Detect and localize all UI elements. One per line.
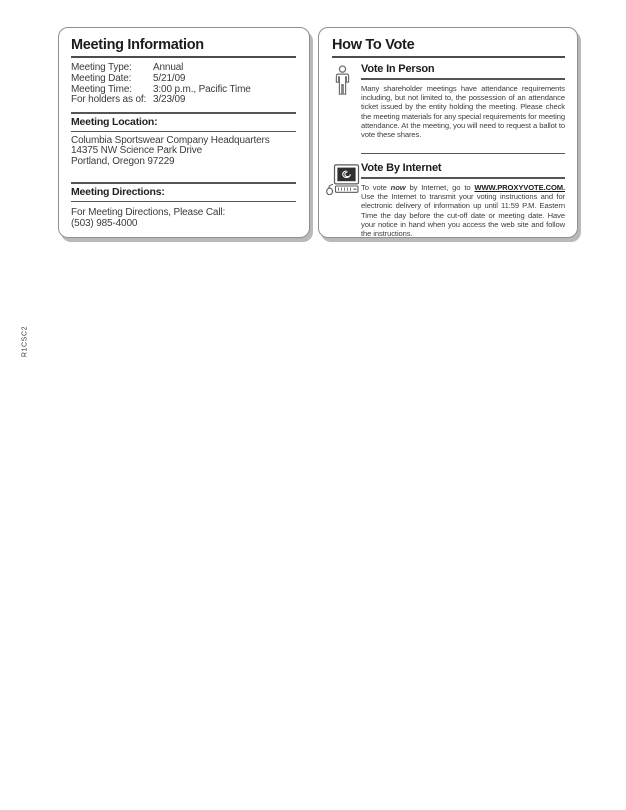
holders-as-of-label: For holders as of: bbox=[71, 94, 147, 106]
meeting-time-label: Meeting Time: bbox=[71, 83, 132, 95]
meeting-date-row bbox=[71, 74, 296, 85]
section-divider bbox=[361, 78, 565, 80]
directions-divider-top bbox=[71, 182, 296, 184]
person-icon bbox=[324, 63, 361, 140]
address-line: 14375 NW Science Park Drive bbox=[71, 145, 203, 157]
body-text: by Internet, go to bbox=[405, 182, 475, 192]
vote-in-person-heading: Vote In Person bbox=[361, 63, 435, 75]
title-divider bbox=[71, 56, 296, 58]
vote-by-internet-heading: Vote By Internet bbox=[361, 162, 442, 175]
vote-by-internet-content bbox=[361, 162, 565, 239]
title-divider bbox=[332, 56, 565, 58]
directions-line: For Meeting Directions, Please Call: bbox=[71, 207, 226, 219]
how-to-vote-card bbox=[318, 27, 578, 238]
address-line: Portland, Oregon 97229 bbox=[71, 155, 175, 167]
vote-in-person-section bbox=[324, 63, 565, 140]
meeting-type-label: Meeting Type: bbox=[71, 62, 132, 73]
meeting-type-value: Annual bbox=[153, 62, 184, 73]
meeting-location-heading: Meeting Location: bbox=[71, 115, 158, 128]
vote-in-person-content bbox=[361, 63, 565, 140]
phone-number: (503) 985-4000 bbox=[71, 218, 138, 230]
body-text: To vote bbox=[361, 182, 391, 192]
form-code: R1CSC2 bbox=[21, 325, 29, 358]
meeting-date-label: Meeting Date: bbox=[71, 72, 132, 84]
meeting-directions-text bbox=[71, 207, 296, 229]
meeting-location-address bbox=[71, 136, 296, 167]
address-line: Columbia Sportswear Company Headquarters bbox=[71, 135, 270, 147]
meeting-information-card bbox=[58, 27, 310, 238]
body-text: Use the Internet to transmit your voting instructions and for electronic delivery of information up until 11:59 P.M. Eastern Time the day before the cut-off date or meeting date. Have your notice in hand when you access the web site and follow the instructions. bbox=[361, 191, 565, 239]
meeting-date-value: 5/21/09 bbox=[153, 72, 186, 84]
location-divider-bottom bbox=[71, 131, 296, 133]
vote-by-internet-body bbox=[361, 183, 565, 239]
directions-divider-bottom bbox=[71, 201, 296, 203]
meeting-information-title: Meeting Information bbox=[71, 37, 204, 53]
meeting-time-value: 3:00 p.m., Pacific Time bbox=[153, 83, 251, 95]
location-divider-top bbox=[71, 112, 296, 114]
proxyvote-url: WWW.PROXYVOTE.COM. bbox=[474, 182, 565, 192]
holders-as-of-value: 3/23/09 bbox=[153, 94, 186, 106]
meeting-details bbox=[71, 63, 296, 106]
vote-in-person-body: Many shareholder meetings have attendance requirements including, but not limited to, the possession of an attendance ticket issued by the entity holding the meeting. Please check the meeting materials for any special requirements for meeting attendance. At the meeting, you will need to request a ballot to vote these shares. bbox=[361, 83, 565, 140]
computer-icon bbox=[324, 162, 361, 239]
section-divider bbox=[361, 177, 565, 179]
now-emphasis: now bbox=[390, 182, 406, 192]
meeting-directions-heading: Meeting Directions: bbox=[71, 185, 165, 198]
holders-as-of-row bbox=[71, 95, 296, 106]
section-separator bbox=[361, 153, 565, 155]
how-to-vote-title: How To Vote bbox=[332, 37, 415, 53]
vote-by-internet-section bbox=[324, 162, 565, 239]
